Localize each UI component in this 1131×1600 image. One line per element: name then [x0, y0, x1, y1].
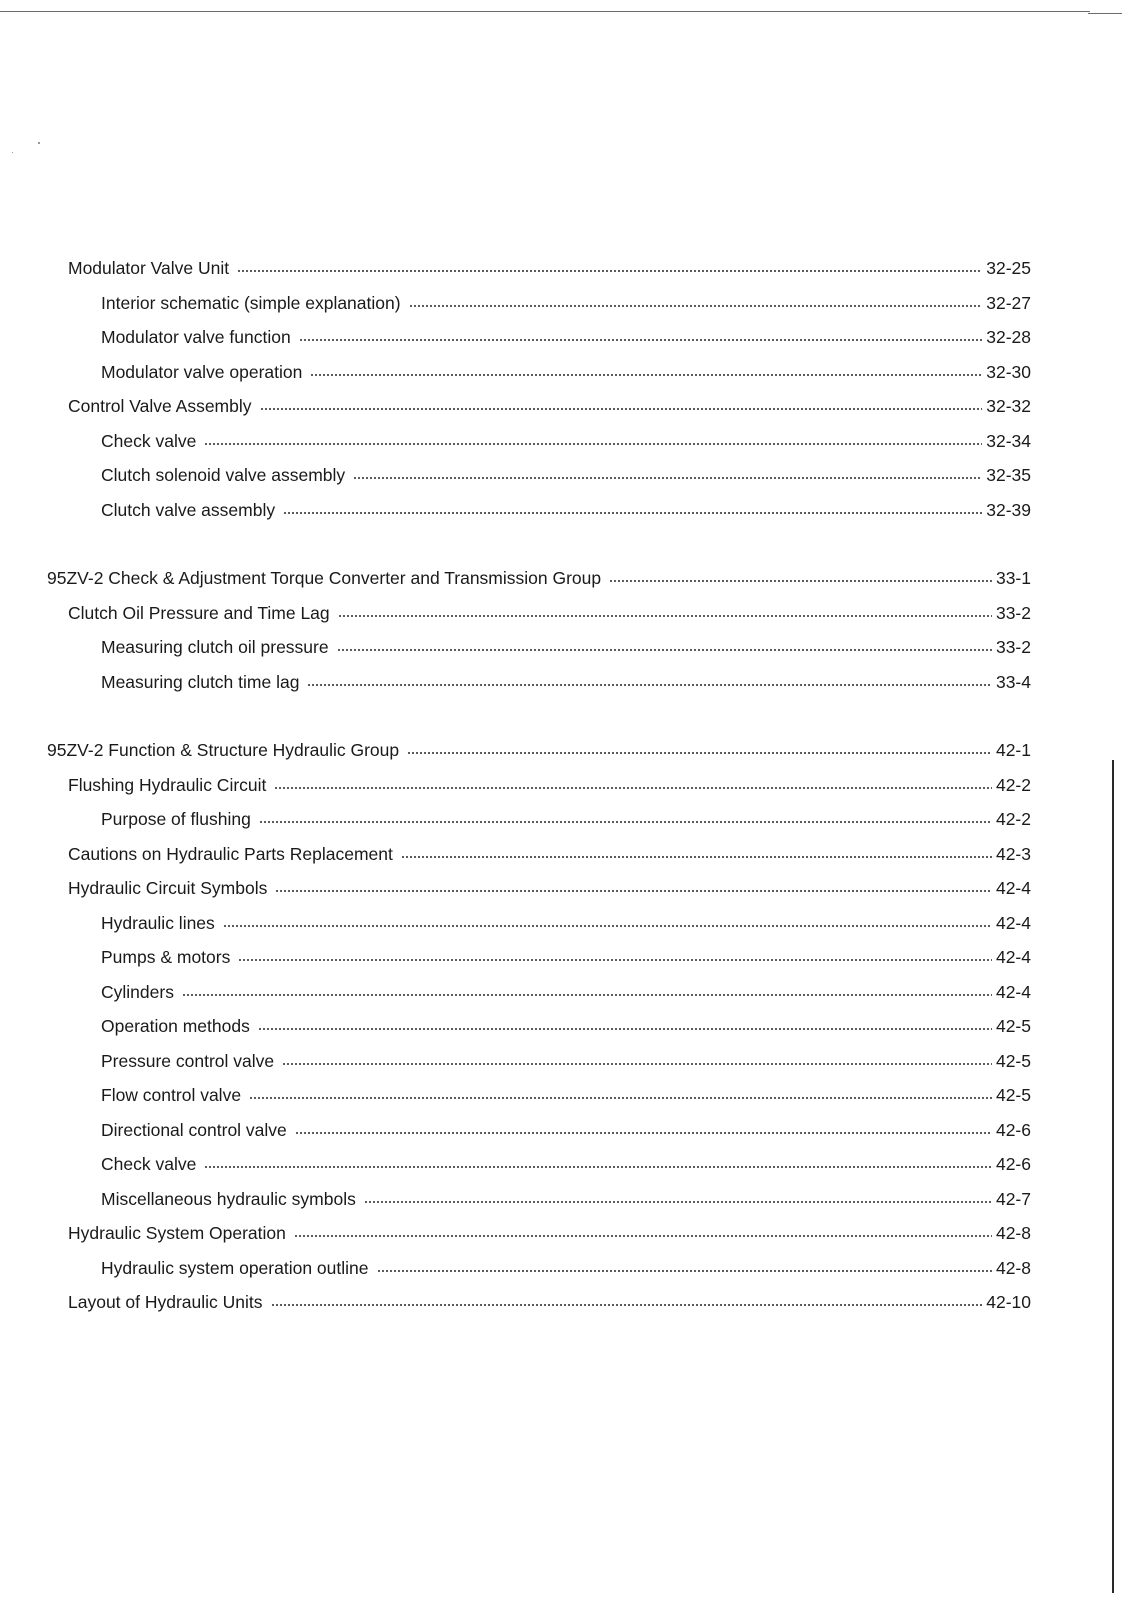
toc-entry-title: Purpose of flushing: [101, 809, 251, 829]
dot-leader: [283, 511, 982, 515]
toc-entry-title: Clutch Oil Pressure and Time Lag: [68, 602, 330, 623]
dot-leader: [295, 1131, 992, 1135]
toc-entry[interactable]: [0, 1105, 1131, 1140]
toc-entry-page-number: 42-4: [995, 912, 1031, 933]
toc-entry[interactable]: [0, 1243, 1131, 1278]
toc-entry[interactable]: [0, 1036, 1131, 1071]
dot-leader: [310, 373, 982, 377]
dot-leader: [377, 1269, 992, 1273]
toc-entry[interactable]: [0, 1174, 1131, 1209]
toc-entry-title: Operation methods: [101, 1016, 250, 1036]
toc-entry-page-number: 33-4: [995, 671, 1031, 692]
dot-leader: [307, 683, 992, 687]
top-rule: [0, 11, 1090, 12]
toc-entry-page-number: 42-4: [995, 878, 1031, 898]
toc-entry-title: Flushing Hydraulic Circuit: [68, 774, 267, 795]
toc-entry-title: Hydraulic lines: [101, 912, 215, 933]
toc-entry[interactable]: [0, 313, 1131, 348]
dot-leader: [249, 1096, 992, 1100]
toc-entry-page-number: 32-30: [986, 361, 1031, 382]
toc-entry-page-number: 42-2: [995, 774, 1031, 795]
dot-leader: [237, 269, 982, 273]
toc-entry-title: Hydraulic System Operation: [68, 1223, 286, 1243]
dot-leader: [401, 855, 992, 859]
toc-entry-page-number: 42-8: [995, 1223, 1031, 1243]
dot-leader: [337, 648, 992, 652]
toc-entry-title: Hydraulic Circuit Symbols: [68, 878, 268, 898]
toc-entry[interactable]: [0, 967, 1131, 1002]
toc-entry-title: Check valve: [101, 1154, 197, 1174]
toc-entry-page-number: 42-8: [995, 1257, 1031, 1278]
toc-entry-page-number: 42-6: [995, 1154, 1031, 1174]
toc-entry-page-number: 32-39: [986, 499, 1031, 520]
toc-entry-title: Pressure control valve: [101, 1050, 275, 1071]
toc-entry[interactable]: [0, 623, 1131, 658]
toc-entry-page-number: 42-6: [995, 1119, 1031, 1140]
dot-leader: [353, 476, 982, 480]
toc-entry[interactable]: [0, 258, 1131, 278]
dot-leader: [204, 1165, 992, 1169]
dot-leader: [294, 1234, 992, 1238]
toc-entry-title: Clutch solenoid valve assembly: [101, 465, 346, 485]
dot-leader: [238, 958, 992, 962]
top-rule-end: [1088, 13, 1122, 14]
toc-entry[interactable]: [0, 898, 1131, 933]
toc-entry-page-number: 32-27: [986, 292, 1031, 313]
toc-entry-page-number: 32-34: [986, 430, 1031, 451]
toc-entry[interactable]: [0, 1002, 1131, 1037]
toc-entry[interactable]: [0, 829, 1131, 864]
dot-leader: [260, 407, 983, 411]
dot-leader: [258, 1027, 992, 1031]
scan-speck: [12, 152, 13, 153]
toc-entry-title: 95ZV-2 Check & Adjustment Torque Converter and Transmission Group: [47, 568, 602, 588]
toc-entry-title: Measuring clutch time lag: [101, 671, 300, 692]
toc-entry-title: 95ZV-2 Function & Structure Hydraulic Group: [47, 740, 400, 760]
toc-entry-page-number: 32-28: [986, 327, 1031, 347]
scan-speck: [38, 142, 40, 144]
toc-entry-title: Control Valve Assembly: [68, 396, 252, 416]
toc-section: [0, 726, 1131, 1313]
toc-entry[interactable]: [0, 795, 1131, 830]
dot-leader: [182, 993, 992, 997]
dot-leader: [338, 614, 992, 618]
toc-entry-page-number: 32-32: [986, 396, 1031, 416]
toc-entry-page-number: 33-2: [995, 637, 1031, 657]
toc-entry[interactable]: [0, 1140, 1131, 1175]
toc-entry-title: Miscellaneous hydraulic symbols: [101, 1188, 356, 1209]
toc-entry[interactable]: [0, 416, 1131, 451]
toc-entry-page-number: 33-1: [995, 568, 1031, 588]
toc-entry-page-number: 32-35: [986, 465, 1031, 485]
toc-entry[interactable]: [0, 933, 1131, 968]
toc-entry-title: Pumps & motors: [101, 947, 231, 967]
toc-entry-title: Cautions on Hydraulic Parts Replacement: [68, 843, 393, 864]
toc-entry[interactable]: [0, 1071, 1131, 1106]
toc-entry-title: Clutch valve assembly: [101, 499, 276, 520]
toc-entry-title: Layout of Hydraulic Units: [68, 1292, 263, 1312]
toc-entry[interactable]: [0, 554, 1131, 589]
toc-entry[interactable]: [0, 451, 1131, 486]
toc-entry-title: Measuring clutch oil pressure: [101, 637, 329, 657]
toc-entry[interactable]: [0, 588, 1131, 623]
toc-entry-page-number: 42-1: [995, 740, 1031, 760]
toc-entry-page-number: 42-4: [995, 947, 1031, 967]
toc-entry[interactable]: [0, 1278, 1131, 1313]
toc-entry[interactable]: [0, 347, 1131, 382]
toc-entry-page-number: 42-10: [986, 1292, 1031, 1312]
toc-entry-page-number: 42-5: [995, 1050, 1031, 1071]
toc-entry-title: Modulator valve function: [101, 327, 291, 347]
dot-leader: [259, 820, 992, 824]
toc-entry-title: Interior schematic (simple explanation): [101, 292, 401, 313]
dot-leader: [282, 1062, 992, 1066]
toc-entry-title: Flow control valve: [101, 1085, 242, 1105]
dot-leader: [409, 304, 983, 308]
toc-entry[interactable]: [0, 485, 1131, 520]
toc-entry-title: Hydraulic system operation outline: [101, 1257, 369, 1278]
toc-section: [0, 258, 1131, 520]
dot-leader: [609, 579, 992, 583]
toc-entry-page-number: 42-5: [995, 1085, 1031, 1105]
dot-leader: [223, 924, 992, 928]
toc-entry[interactable]: [0, 278, 1131, 313]
dot-leader: [271, 1303, 983, 1307]
toc-entry[interactable]: [0, 726, 1131, 761]
toc-entry-page-number: 42-4: [995, 981, 1031, 1002]
toc-entry-title: Cylinders: [101, 981, 174, 1002]
toc-entry-page-number: 32-25: [986, 258, 1031, 278]
toc-entry-page-number: 42-7: [995, 1188, 1031, 1209]
toc-entry-title: Check valve: [101, 430, 197, 451]
dot-leader: [275, 889, 992, 893]
toc-entry[interactable]: [0, 760, 1131, 795]
toc-entry-page-number: 42-3: [995, 843, 1031, 864]
toc-entry[interactable]: [0, 382, 1131, 417]
toc-section: [0, 554, 1131, 692]
toc-entry-page-number: 42-5: [995, 1016, 1031, 1036]
toc-entry-page-number: 33-2: [995, 602, 1031, 623]
table-of-contents: [0, 258, 1131, 1346]
dot-leader: [299, 338, 983, 342]
toc-entry[interactable]: [0, 864, 1131, 899]
dot-leader: [274, 786, 992, 790]
toc-entry-title: Modulator valve operation: [101, 361, 303, 382]
dot-leader: [407, 751, 992, 755]
toc-entry-title: Directional control valve: [101, 1119, 287, 1140]
toc-entry[interactable]: [0, 1209, 1131, 1244]
toc-entry-title: Modulator Valve Unit: [68, 258, 230, 278]
toc-entry[interactable]: [0, 657, 1131, 692]
dot-leader: [204, 442, 982, 446]
dot-leader: [364, 1200, 992, 1204]
toc-entry-page-number: 42-2: [995, 809, 1031, 829]
